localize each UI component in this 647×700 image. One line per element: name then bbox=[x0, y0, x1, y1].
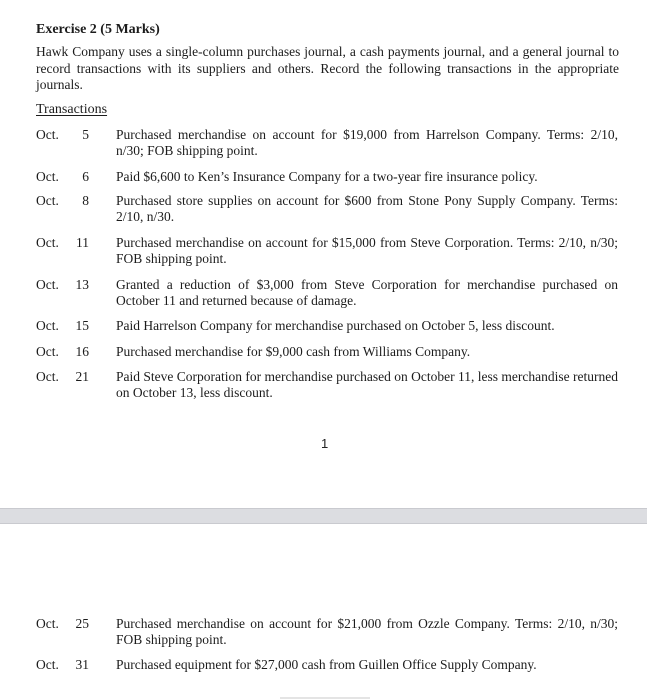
transaction-day: 11 bbox=[76, 235, 89, 250]
transaction-month: Oct. bbox=[36, 277, 59, 292]
transaction-month: Oct. bbox=[36, 657, 59, 672]
transaction-description: Purchased merchandise on account for $15,000 from Steve Corporation. Terms: 2/10, n/30; FOB shipping point. bbox=[116, 235, 618, 266]
transaction-description: Purchased merchandise on account for $21,000 from Ozzle Company. Terms: 2/10, n/30; FOB shipping point. bbox=[116, 616, 618, 647]
transaction-day: 5 bbox=[82, 127, 89, 142]
transaction-month: Oct. bbox=[36, 127, 59, 142]
transaction-day: 25 bbox=[75, 616, 89, 631]
exercise-instructions: Hawk Company uses a single-column purchases journal, a cash payments journal, and a general journal to record transactions with its suppliers and others. Record the following transactions in the appropriate journals. bbox=[36, 44, 619, 92]
transaction-month: Oct. bbox=[36, 344, 59, 359]
transaction-day: 16 bbox=[75, 344, 89, 359]
transaction-month: Oct. bbox=[36, 318, 59, 333]
transaction-description: Paid Harrelson Company for merchandise purchased on October 5, less discount. bbox=[116, 318, 555, 333]
transaction-day: 21 bbox=[75, 369, 89, 384]
transaction-description: Purchased merchandise for $9,000 cash from Williams Company. bbox=[116, 344, 471, 359]
transaction-month: Oct. bbox=[36, 169, 59, 184]
transaction-description: Granted a reduction of $3,000 from Steve Corporation for merchandise purchased on October 11 and returned because of damage. bbox=[116, 277, 618, 308]
transaction-description: Purchased store supplies on account for $600 from Stone Pony Supply Company. Terms: 2/10, n/30. bbox=[116, 193, 618, 224]
transactions-heading: Transactions bbox=[36, 102, 108, 117]
transaction-day: 31 bbox=[75, 657, 89, 672]
transaction-day: 15 bbox=[75, 318, 89, 333]
transaction-month: Oct. bbox=[36, 369, 59, 384]
transaction-description: Purchased equipment for $27,000 cash from Guillen Office Supply Company. bbox=[116, 657, 537, 672]
transaction-description: Paid Steve Corporation for merchandise purchased on October 11, less merchandise returned on October 13, less discount. bbox=[116, 369, 618, 400]
transaction-month: Oct. bbox=[36, 235, 59, 250]
exercise-heading: Exercise 2 (5 Marks) bbox=[36, 22, 160, 37]
transaction-day: 13 bbox=[75, 277, 89, 292]
transaction-day: 8 bbox=[82, 193, 89, 208]
transaction-day: 6 bbox=[82, 169, 89, 184]
transaction-month: Oct. bbox=[36, 616, 59, 631]
page-number: 1 bbox=[321, 436, 329, 451]
page-separator bbox=[0, 508, 647, 524]
transaction-description: Purchased merchandise on account for $19,000 from Harrelson Company. Terms: 2/10, n/30; FOB shipping point. bbox=[116, 127, 618, 158]
transaction-description: Paid $6,600 to Ken’s Insurance Company for a two-year fire insurance policy. bbox=[116, 169, 538, 184]
transaction-month: Oct. bbox=[36, 193, 59, 208]
page-bottom-divider bbox=[280, 697, 370, 699]
document-page-2 bbox=[0, 524, 647, 700]
